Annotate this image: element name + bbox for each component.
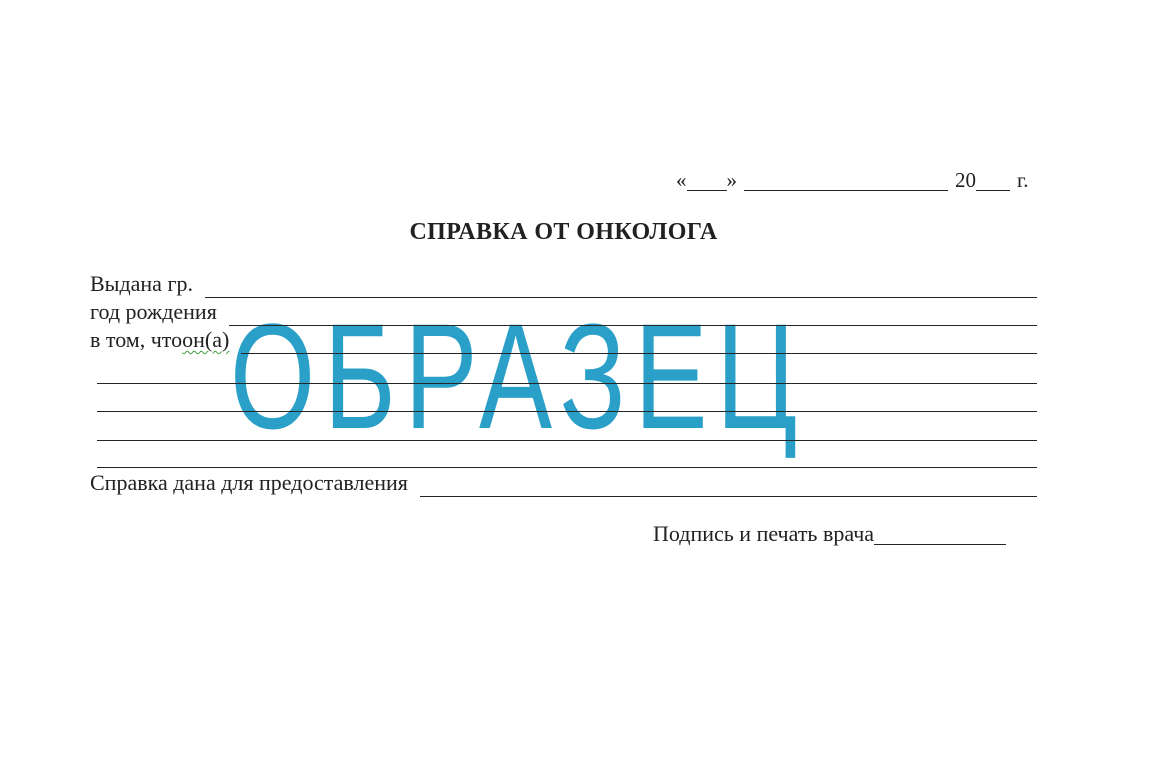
field-row-birth-year [90, 298, 1037, 326]
year-unit-label: г. [1017, 168, 1029, 192]
statement-label-prefix: в том, что [90, 327, 183, 352]
blank-line [97, 467, 1037, 468]
day-blank-field [687, 188, 727, 191]
date-line [676, 166, 1029, 194]
sample-watermark-text: ОБРАЗЕЦ [230, 292, 807, 460]
blank-line [97, 440, 1037, 441]
document-title: СПРАВКА ОТ ОНКОЛОГА [409, 219, 718, 245]
signature-row [653, 520, 1006, 548]
issued-to-label: Выдана гр. [90, 271, 193, 296]
day-close-quote: » [726, 168, 737, 192]
statement-label-marked-word: он(а) [182, 327, 230, 352]
birth-year-label: год рождения [90, 299, 217, 324]
blank-line [97, 411, 1037, 412]
field-row-purpose [90, 469, 1037, 497]
blank-line [97, 383, 1037, 384]
signature-label: Подпись и печать врача [653, 521, 875, 546]
month-blank-field [744, 188, 948, 191]
issued-to-blank-line [205, 270, 1037, 298]
purpose-blank-line [420, 469, 1037, 497]
statement-blank-line [241, 326, 1037, 354]
year-blank-field [976, 188, 1010, 191]
day-open-quote: « [676, 168, 687, 192]
purpose-label: Справка дана для предоставления [90, 470, 408, 495]
field-row-issued-to [90, 270, 1037, 298]
field-row-statement [90, 326, 1037, 354]
signature-blank-field [874, 542, 1006, 545]
birth-year-blank-line [229, 298, 1037, 326]
year-prefix: 20 [955, 168, 976, 192]
